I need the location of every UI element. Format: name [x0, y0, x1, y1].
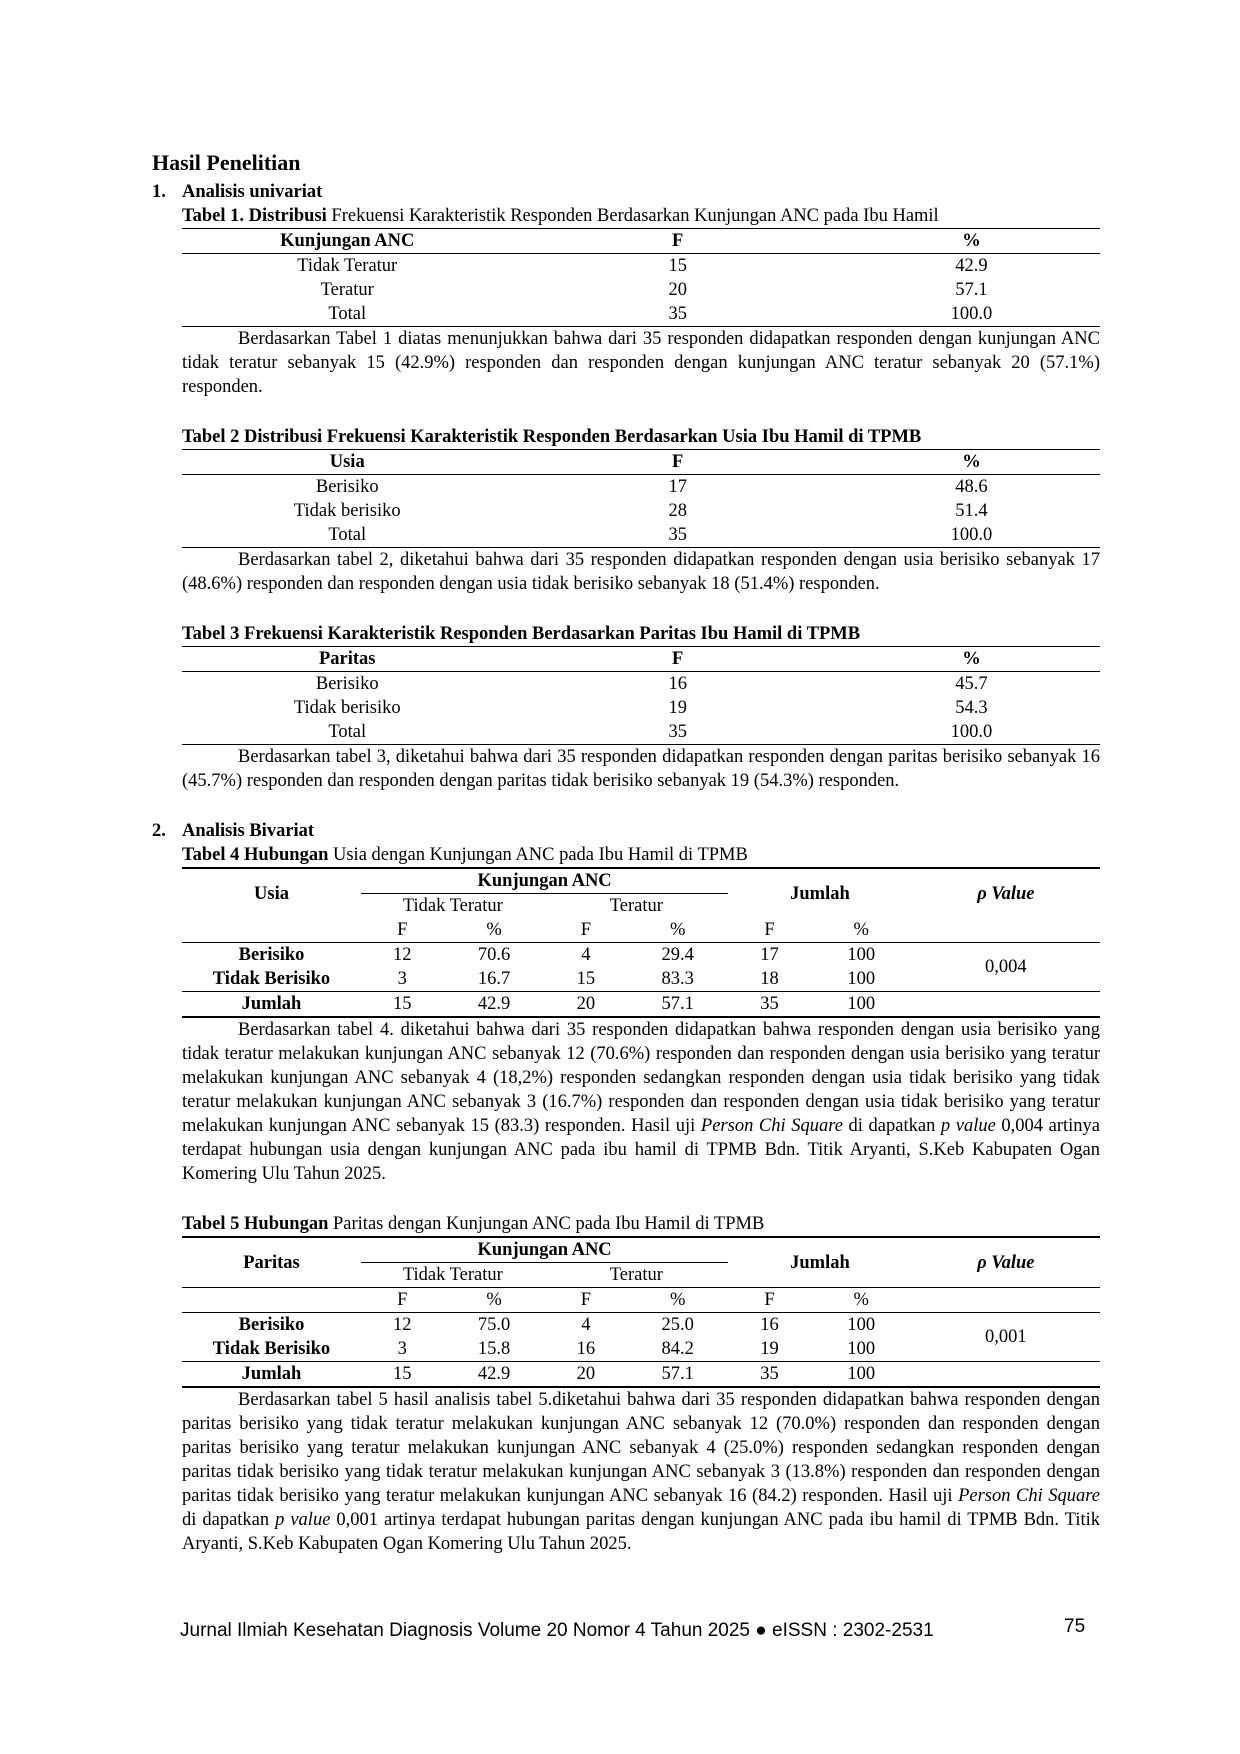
subheader-tidak-teratur: Tidak Teratur	[402, 896, 503, 916]
row-header: Paritas	[243, 1252, 300, 1273]
table-5	[182, 1236, 1100, 1388]
pvalue: 0,004	[985, 957, 1027, 977]
jumlah-header: Jumlah	[790, 1252, 850, 1273]
section-title: Hasil Penelitian	[152, 150, 301, 175]
subsection-bivariat	[152, 819, 1100, 843]
subsection-univariat	[152, 180, 1100, 204]
table-header: %	[843, 450, 1100, 475]
table-3	[182, 646, 1100, 745]
subsection-number: 1.	[152, 182, 166, 202]
table-row: Teratur 20 57.1	[320, 280, 988, 300]
table-row: Jumlah 15 42.9 20 57.1 35 100	[182, 992, 1100, 1018]
subheader-tidak-teratur: Tidak Teratur	[402, 1265, 503, 1285]
table-5-description: Berdasarkan tabel 5 hasil analisis tabel 5.diketahui bahwa dari 35 responden didapatkan bahwa responden dengan paritas berisiko yang tidak teratur melakukan kunjungan ANC sebanyak 12 (70.0%) responden dan responden dengan paritas berisiko yang teratur melakukan kunjungan ANC sebanyak 4 (25.0%) responden sedangkan responden dengan paritas tidak berisiko yang tidak teratur melakukan kunjungan ANC sebanyak 3 (13.8%) responden dan responden dengan paritas tidak berisiko yang teratur melakukan kunjungan ANC sebanyak 16 (84.2) responden. Hasil uji Person Chi Square di dapatkan p value 0,001 artinya terdapat hubungan paritas dengan kunjungan ANC pada ibu hamil di TPMB Bdn. Titik Aryanti, S.Keb Kabupaten Ogan Komering Ulu Tahun 2025.	[182, 1390, 1101, 1554]
table-row: Berisiko 12 70.6 4 29.4 17 100 0,004	[182, 943, 1100, 968]
table-4-block	[182, 843, 1100, 1186]
table-2-caption: Tabel 2 Distribusi Frekuensi Karakteristik Responden Berdasarkan Usia Ibu Hamil di TPMB	[182, 427, 922, 447]
col-header: F	[580, 920, 592, 940]
group-header: Kunjungan ANC	[361, 868, 728, 894]
table-header: F	[512, 229, 842, 254]
pvalue: 0,001	[985, 1327, 1027, 1347]
pvalue-header: ρ Value	[977, 883, 1035, 904]
col-header: F	[397, 920, 408, 940]
table-row: Tidak berisiko 19 54.3	[293, 698, 988, 718]
table-header: F	[512, 647, 842, 672]
table-header: Paritas	[182, 647, 512, 672]
table-3-caption: Tabel 3 Frekuensi Karakteristik Responden Berdasarkan Paritas Ibu Hamil di TPMB	[182, 624, 861, 644]
col-header: F	[764, 920, 775, 940]
col-header: F	[397, 1290, 408, 1310]
table-header: Kunjungan ANC	[182, 229, 512, 254]
table-row: Tidak Berisiko 3 15.8 16 84.2 19 100	[212, 1339, 876, 1359]
table-row: Berisiko 12 75.0 4 25.0 16 100 0,001	[182, 1313, 1100, 1338]
table-row: Tidak berisiko 28 51.4	[293, 501, 988, 521]
table-4-caption: Tabel 4 Hubungan Usia dengan Kunjungan ANC pada Ibu Hamil di TPMB	[182, 845, 748, 865]
col-header: %	[669, 1290, 686, 1310]
subsection-title: Analisis univariat	[182, 182, 323, 202]
table-2-description: Berdasarkan tabel 2, diketahui bahwa dari 35 responden didapatkan responden dengan usia berisiko sebanyak 17 (48.6%) responden dan responden dengan usia tidak berisiko sebanyak 18 (51.4%) responden.	[182, 550, 1100, 594]
table-2	[182, 449, 1100, 548]
table-1-caption: Tabel 1. Distribusi Frekuensi Karakteristik Responden Berdasarkan Kunjungan ANC pada Ibu Hamil	[182, 206, 939, 226]
table-5-caption: Tabel 5 Hubungan Paritas dengan Kunjungan ANC pada Ibu Hamil di TPMB	[182, 1214, 765, 1234]
col-header: %	[486, 920, 502, 940]
col-header: %	[669, 920, 686, 940]
table-3-block	[182, 622, 1100, 793]
table-row: Berisiko 16 45.7	[315, 674, 988, 694]
table-row: Total 35 100.0	[328, 525, 993, 545]
subheader-teratur: Teratur	[609, 1265, 663, 1285]
table-5-block	[182, 1212, 1100, 1556]
row-header: Usia	[254, 883, 289, 904]
table-row: Total 35 100.0	[328, 722, 993, 742]
table-row: Berisiko 17 48.6	[315, 477, 988, 497]
table-row: Tidak Berisiko 3 16.7 15 83.3 18 100	[212, 969, 876, 989]
table-3-description: Berdasarkan tabel 3, diketahui bahwa dari 35 responden didapatkan responden dengan paritas berisiko sebanyak 16 (45.7%) responden dan responden dengan paritas tidak berisiko sebanyak 19 (54.3%) responden.	[182, 747, 1100, 791]
table-1-description: Berdasarkan Tabel 1 diatas menunjukkan bahwa dari 35 responden didapatkan responden dengan kunjungan ANC tidak teratur sebanyak 15 (42.9%) responden dan responden dengan kunjungan ANC teratur sebanyak 20 (57.1%) responden.	[182, 329, 1100, 397]
table-row: Jumlah 15 42.9 20 57.1 35 100	[182, 1362, 1100, 1388]
table-header: %	[843, 229, 1100, 254]
pvalue-header: ρ Value	[977, 1252, 1035, 1273]
table-4-description: Berdasarkan tabel 4. diketahui bahwa dari 35 responden didapatkan bahwa responden dengan usia berisiko yang tidak teratur melakukan kunjungan ANC sebanyak 12 (70.6%) responden dan responden dengan usia berisiko yang teratur melakukan kunjungan ANC sebanyak 4 (18,2%) responden sedangkan responden dengan usia tidak berisiko yang tidak teratur melakukan kunjungan ANC sebanyak 3 (16.7%) responden dan responden dengan usia tidak berisiko yang teratur melakukan kunjungan ANC sebanyak 15 (83.3) responden. Hasil uji Person Chi Square di dapatkan p value 0,004 artinya terdapat hubungan usia dengan kunjungan ANC pada ibu hamil di TPMB Bdn. Titik Aryanti, S.Keb Kabupaten Ogan Komering Ulu Tahun 2025.	[182, 1020, 1100, 1184]
table-header: Usia	[182, 450, 512, 475]
table-header: F	[512, 450, 842, 475]
table-2-block	[182, 425, 1100, 596]
subsection-number: 2.	[152, 821, 166, 841]
group-header: Kunjungan ANC	[361, 1237, 728, 1263]
table-row: Tidak Teratur 15 42.9	[297, 256, 988, 276]
page-number: 75	[1064, 1616, 1086, 1637]
subheader-teratur: Teratur	[609, 896, 663, 916]
col-header: F	[764, 1290, 775, 1310]
jumlah-header: Jumlah	[790, 883, 850, 904]
journal-footer: Jurnal Ilmiah Kesehatan Diagnosis Volume 20 Nomor 4 Tahun 2025 ● eISSN : 2302-2531	[180, 1620, 934, 1641]
table-row: Total 35 100.0	[328, 304, 993, 324]
col-header: %	[853, 1290, 869, 1310]
col-header: F	[580, 1290, 592, 1310]
col-header: %	[486, 1290, 502, 1310]
table-4	[182, 867, 1100, 1018]
page-content	[152, 150, 1100, 1556]
subsection-title: Analisis Bivariat	[182, 821, 315, 841]
table-1-block	[182, 204, 1100, 399]
table-1	[182, 228, 1100, 327]
col-header: %	[853, 920, 869, 940]
table-header: %	[843, 647, 1100, 672]
